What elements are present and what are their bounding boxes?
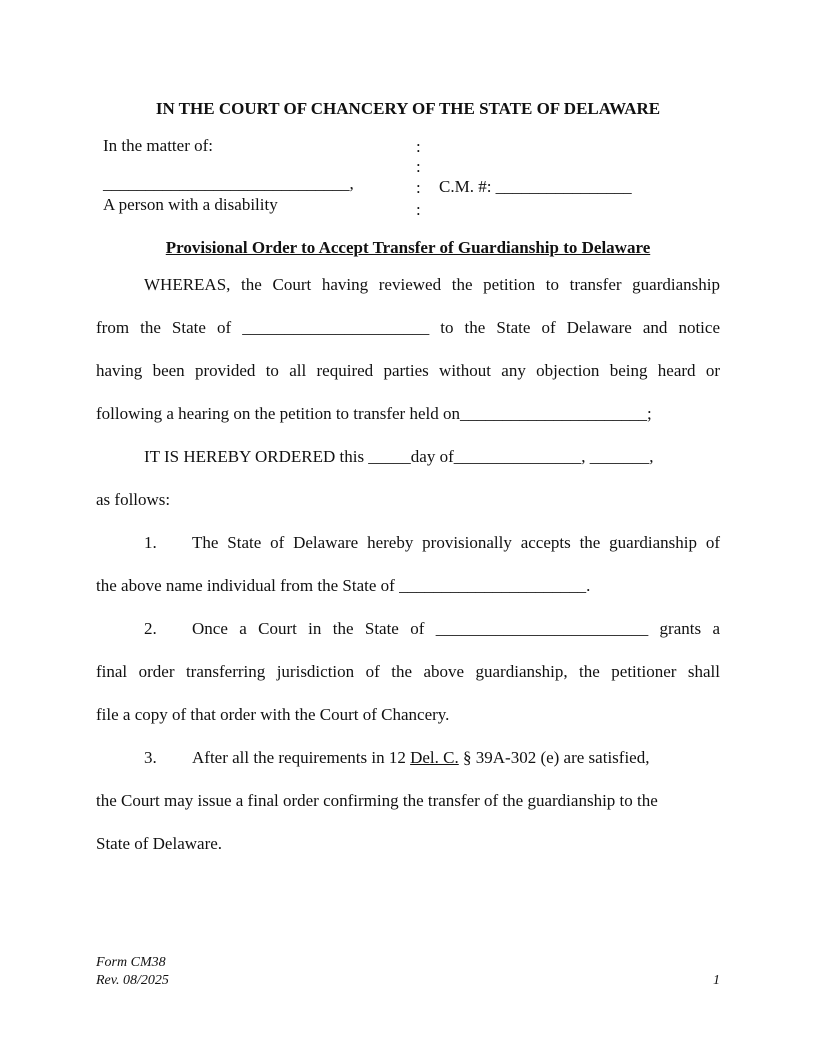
name-blank: _____________________________, (103, 174, 354, 193)
item-3-line-3: State of Delaware. (96, 834, 223, 853)
whereas-line-3: having been provided to all required parties without any objection being heard or (96, 361, 720, 380)
item-2-line-3: file a copy of that order with the Court of Chancery. (96, 705, 450, 724)
matter-label: In the matter of: (103, 136, 213, 155)
item-3-text-before: After all the requirements in 12 (192, 748, 411, 767)
item-2-number: 2. (144, 619, 157, 638)
person-label: A person with a disability (103, 195, 278, 214)
ordered-line-2: as follows: (96, 490, 171, 509)
whereas-line-2: from the State of ______________________ to the State of Delaware and notice (96, 318, 720, 337)
item-2-line-1: Once a Court in the State of _________________________ grants a (192, 619, 720, 638)
item-1-number: 1. (144, 533, 157, 552)
caption-colon-1: : (416, 137, 421, 156)
item-3-text-after: § 39A-302 (e) are satisfied, (458, 748, 650, 767)
item-3-number: 3. (144, 748, 157, 767)
revision-date: Rev. 08/2025 (96, 973, 169, 988)
item-3-line-2: the Court may issue a final order confirming the transfer of the guardianship to the (96, 791, 658, 810)
statute-citation: Del. C. (410, 748, 459, 767)
item-1-line-2: the above name individual from the State of ______________________. (96, 576, 591, 595)
item-1-line-1: The State of Delaware hereby provisionally accepts the guardianship of (192, 533, 720, 552)
item-3-line-1 (192, 748, 649, 768)
caption-colon-2: : (416, 157, 421, 176)
court-title: IN THE COURT OF CHANCERY OF THE STATE OF DELAWARE (155, 99, 661, 118)
case-number-field: C.M. #: ________________ (439, 177, 632, 196)
whereas-line-1: WHEREAS, the Court having reviewed the petition to transfer guardianship (144, 275, 720, 294)
ordered-line-1: IT IS HEREBY ORDERED this _____day of_______________, _______, (144, 447, 654, 466)
caption-colon-3: : (416, 178, 421, 197)
form-number: Form CM38 (96, 955, 166, 970)
document-title: Provisional Order to Accept Transfer of Guardianship to Delaware (165, 238, 651, 257)
item-2-line-2: final order transferring jurisdiction of the above guardianship, the petitioner shall (96, 662, 720, 681)
whereas-line-4: following a hearing on the petition to transfer held on______________________; (96, 404, 652, 423)
page-number: 1 (713, 973, 720, 988)
caption-colon-4: : (416, 200, 421, 219)
